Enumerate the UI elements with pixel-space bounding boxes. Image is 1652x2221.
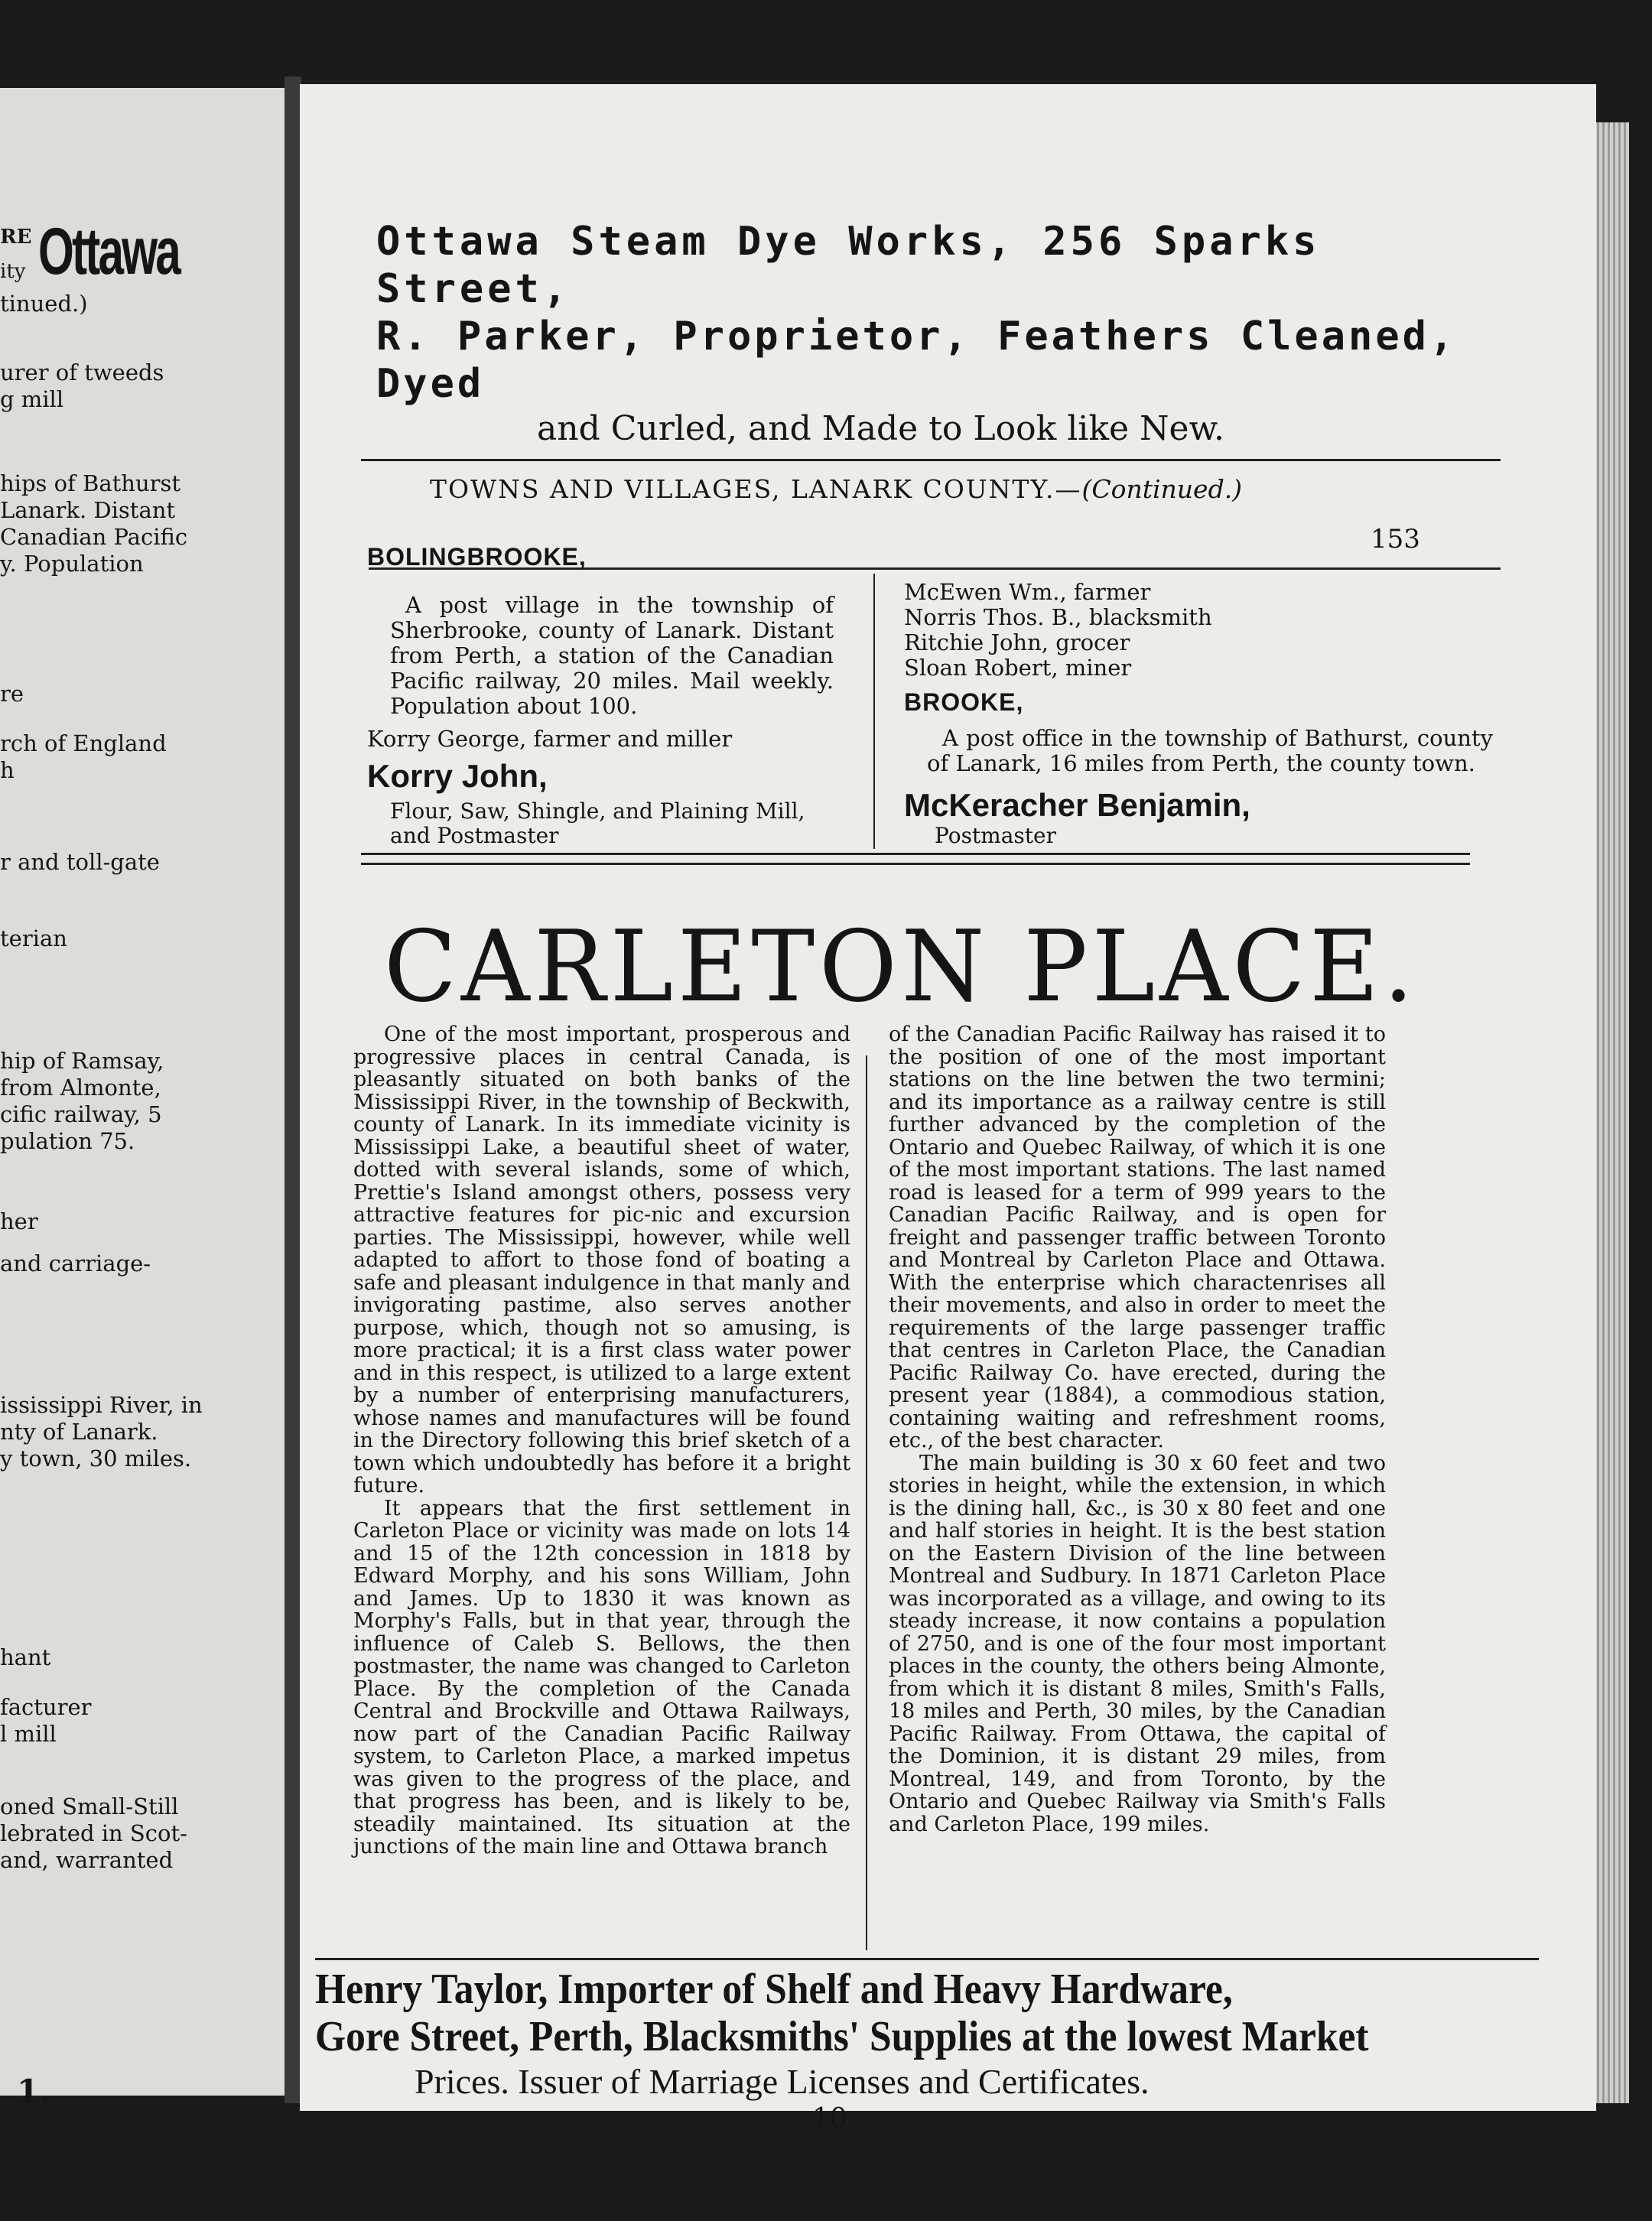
left-page-line: terian: [0, 925, 67, 951]
bolingbrooke-korry-john: Korry John,: [367, 758, 548, 794]
left-page-line: lebrated in Scot-: [0, 1820, 187, 1846]
left-page-line: Canadian Pacific: [0, 524, 188, 550]
bolingbrooke-entry-korry-george: Korry George, farmer and miller: [367, 726, 733, 752]
top-ad-line-3: and Curled, and Made to Look like New.: [537, 409, 1225, 448]
bolingbrooke-description: A post village in the township of Sherbrooke, county of Lanark. Distant from Perth, a station of the Canadian Pacific railway, 20 miles. Mail weekly. Population about 100.: [390, 592, 834, 719]
top-ad-line-2: R. Parker, Proprietor, Feathers Cleaned, Dyed: [376, 314, 1457, 407]
left-page-line: Lanark. Distant: [0, 497, 176, 523]
left-page-line: nty of Lanark.: [0, 1419, 158, 1445]
body-left-paragraph-2: It appears that the first settlement in Carleton Place or vicinity was made on lots 14 and 15 of the 12th concession in 1818 by Edward Morphy, and his sons William, John and James. Up to 1830 it was known as Morphy's Falls, but in that year, through the influence of Caleb S. Bellows, the then postmaster, the name was changed to Carleton Place. By the completion of the Canada Central and Brockville and Ottawa Railways, now part of the Canadian Pacific Railway system, to Carleton Place, a marked impetus was given to the progress of the place, and that progress has been, and is likely to be, steadily maintained. Its situation at the junctions of the main line and Ottawa branch: [353, 1496, 850, 1858]
top-advertisement: [376, 218, 1524, 450]
left-page-line: oned Small-Still: [0, 1793, 179, 1819]
left-page-line: and, warranted: [0, 1847, 174, 1873]
bottom-ad-line-2: Gore Street, Perth, Blacksmiths' Supplies at the lowest Market: [315, 2013, 1369, 2060]
body-column-left: [353, 1023, 850, 1858]
section-rule-2: [361, 863, 1470, 865]
body-right-paragraph-2: The main building is 30 x 60 feet and two stories in height, while the extension, in which is the dining hall, &c., is 30 x 80 feet and one and half stories in height. It is the best station on the Eastern Division of the line between Montreal and Sudbury. In 1871 Carleton Place was incorporated as a village, and owing to its steady increase, it now contains a population of 2750, and is one of the four most important places in the county, the others being Almonte, from which it is distant 8 miles, Smith's Falls, 18 miles and Perth, 30 miles, by the Canadian Pacific Railway. From Ottawa, the capital of the Dominion, it is distant 29 miles, from Montreal, 149, and from Toronto, by the Ontario and Quebec Railway via Smith's Falls and Carleton Place, 199 miles.: [889, 1451, 1386, 1836]
page-number: 153: [1371, 524, 1420, 554]
column-divider-top: [873, 574, 875, 849]
bottom-ad-line-3: Prices. Issuer of Marriage Licenses and Certificates.: [415, 2062, 1150, 2101]
bottom-ad-line-1: Henry Taylor, Importer of Shelf and Heavy Hardware,: [315, 1966, 1233, 2013]
bottom-advertisement: [315, 1966, 1539, 2103]
bolingbrooke-entry: [367, 543, 834, 848]
left-page-line: re: [0, 681, 24, 707]
entry-ritchie: Ritchie John, grocer: [904, 629, 1130, 655]
footer-rule: [315, 1958, 1539, 1960]
running-head-continued: (Continued.): [1081, 474, 1243, 504]
left-page-line: hips of Bathurst: [0, 470, 181, 496]
left-page-mark: 1.: [17, 2073, 50, 2110]
left-page-line: h: [0, 757, 15, 783]
left-page-line: rch of England: [0, 730, 167, 756]
section-rule-1: [361, 853, 1470, 855]
left-page-line: hip of Ramsay,: [0, 1048, 164, 1074]
header-rule-top: [361, 459, 1501, 461]
left-page-line: her: [0, 1208, 38, 1234]
bolingbrooke-korry-john-desc: Flour, Saw, Shingle, and Plaining Mill, and Postmaster: [390, 798, 805, 848]
left-page-line: l mill: [0, 1721, 57, 1747]
left-page-line: ississippi River, in: [0, 1392, 203, 1418]
left-page-line: g mill: [0, 386, 64, 412]
left-page-line: and carriage-: [0, 1250, 151, 1276]
left-page-line: r and toll-gate: [0, 849, 160, 875]
left-frag-re: RE: [0, 226, 32, 249]
brooke-mckeracher: McKeracher Benjamin,: [904, 787, 1250, 823]
left-frag-ity: ity: [0, 260, 26, 283]
left-page-fragment: [0, 88, 287, 2110]
book-gutter: [285, 76, 301, 2103]
entry-mcewen: McEwen Wm., farmer: [904, 579, 1151, 605]
left-page-line: pulation 75.: [0, 1128, 135, 1154]
brooke-mckeracher-desc: Postmaster: [935, 823, 1057, 848]
running-head: [430, 474, 1242, 504]
footer-signature-number: 10: [812, 2103, 847, 2135]
right-column-entries: [904, 580, 1493, 848]
left-page-line: urer of tweeds: [0, 359, 164, 385]
left-page-line: y town, 30 miles.: [0, 1445, 192, 1471]
left-page-line: from Almonte,: [0, 1075, 161, 1101]
left-page-line: y. Population: [0, 551, 144, 577]
section-title: CARLETON PLACE.: [384, 910, 1418, 1024]
body-left-paragraph-1: One of the most important, prosperous and progressive places in central Canada, is pleasantly situated on both banks of the Mississippi River, in the township of Beckwith, county of Lanark. In its immediate vicinity is Mississippi Lake, a beautiful sheet of water, dotted with several islands, some of which, Prettie's Island amongst others, possess very attractive features for pic-nic and excursion parties. The Mississippi, however, while well adapted to affort to those fond of boating a safe and pleasant indulgence in that manly and invigorating pastime, also serves another purpose, which, though not so amusing, is more practical; it is a first class water power and in this respect, is utilized to a large extent by a number of enterprising manufacturers, whose names and manufactures will be found in the Directory following this brief sketch of a town which undoubtedly has before it a bright future.: [353, 1023, 850, 1497]
running-head-text: TOWNS AND VILLAGES, LANARK COUNTY.—: [430, 474, 1082, 504]
left-page-line: cific railway, 5: [0, 1101, 162, 1127]
body-column-right: [889, 1023, 1386, 1836]
brooke-heading: BROOKE,: [904, 688, 1024, 716]
left-page-line: facturer: [0, 1694, 92, 1720]
bolingbrooke-heading: BOLINGBROOKE,: [367, 543, 587, 571]
column-divider-body: [866, 1055, 867, 1950]
page-153: [300, 84, 1596, 2135]
left-page-line: tinued.): [0, 291, 88, 317]
left-frag-ottawa: Ottawa: [38, 215, 179, 288]
left-page-line: hant: [0, 1644, 51, 1670]
entry-norris: Norris Thos. B., blacksmith: [904, 604, 1212, 630]
top-ad-line-1: Ottawa Steam Dye Works, 256 Sparks Street,: [376, 219, 1321, 312]
body-right-paragraph-1: of the Canadian Pacific Railway has raised it to the position of one of the most important stations on the line betwen the two termini; and its importance as a railway centre is still further advanced by the completion of the Ontario and Quebec Railway, of which it is one of the most important stations. The last named road is leased for a term of 999 years to the Canadian Pacific Railway, and is open for freight and passenger traffic between Toronto and Montreal by Carleton Place and Ottawa. With the enterprise which charactenrises all their movements, and also in order to meet the requirements of the large passenger traffic that centres in Carleton Place, the Canadian Pacific Railway Co. have erected, during the present year (1884), a commodious station, containing waiting and refreshment rooms, etc., of the best character.: [889, 1023, 1386, 1452]
entry-sloan: Sloan Robert, miner: [904, 655, 1132, 681]
brooke-description: A post office in the township of Bathurst, county of Lanark, 16 miles from Perth, the county town.: [927, 725, 1493, 776]
